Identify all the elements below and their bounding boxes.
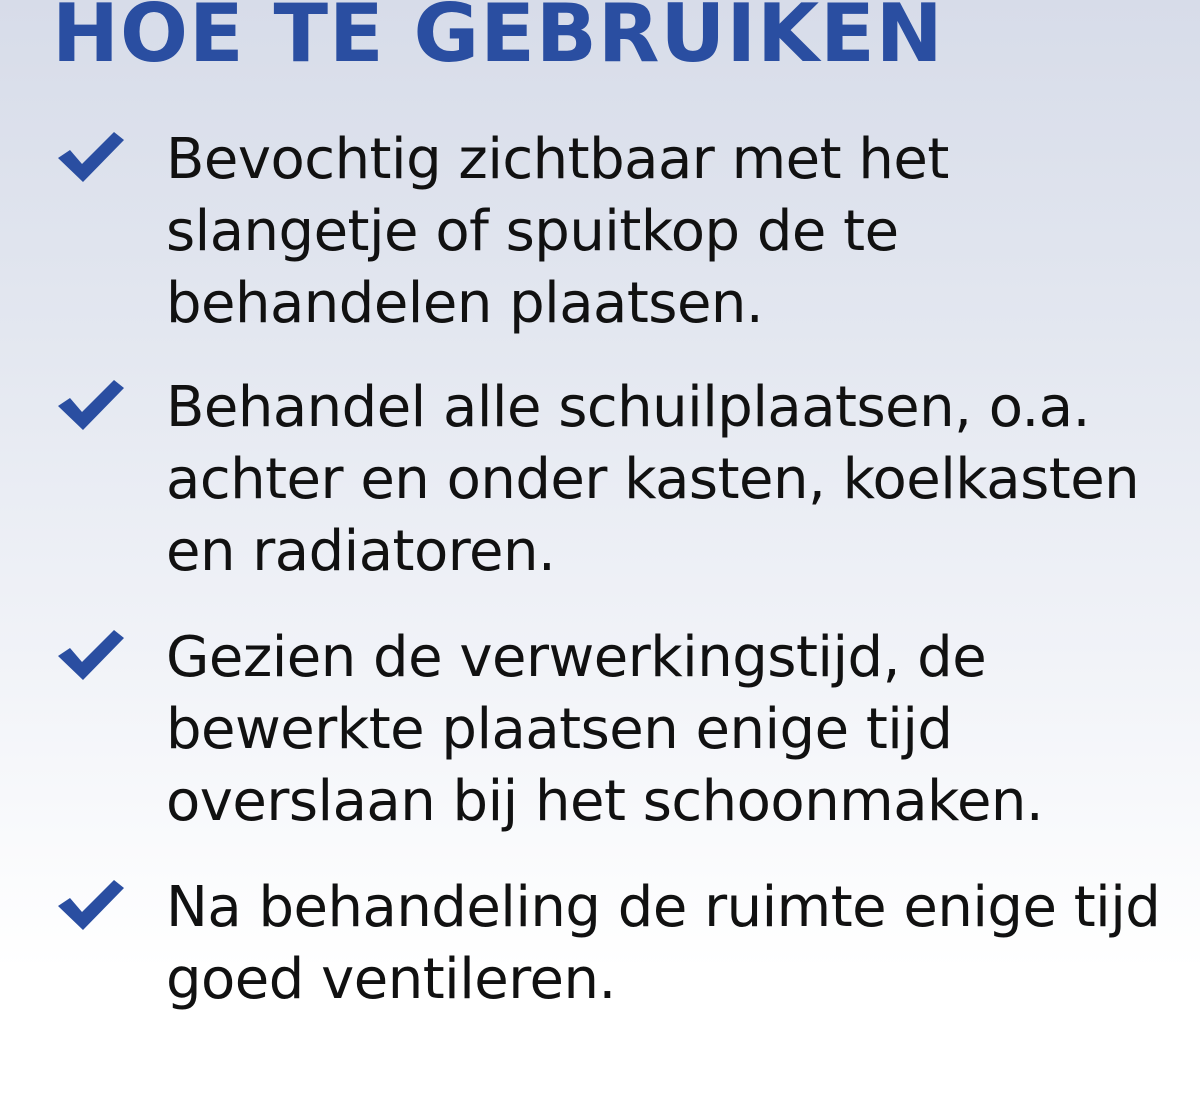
instruction-text: Behandel alle schuilplaatsen, o.a. achter en onder kasten, koelkasten en radiatoren. bbox=[166, 375, 1140, 584]
page-title: HOE TE GEBRUIKEN bbox=[52, 0, 944, 80]
checkmark-icon bbox=[56, 130, 126, 184]
instruction-text: Bevochtig zichtbaar met het slangetje of spuitkop de te behandelen plaatsen. bbox=[166, 127, 949, 336]
checkmark-icon bbox=[56, 878, 126, 932]
instruction-text: Na behandeling de ruimte enige tijd goed ventileren. bbox=[166, 875, 1161, 1012]
checkmark-icon bbox=[56, 628, 126, 682]
instruction-text: Gezien de verwerkingstijd, de bewerkte plaatsen enige tijd overslaan bij het schoonmaken. bbox=[166, 625, 1044, 834]
checkmark-icon bbox=[56, 378, 126, 432]
